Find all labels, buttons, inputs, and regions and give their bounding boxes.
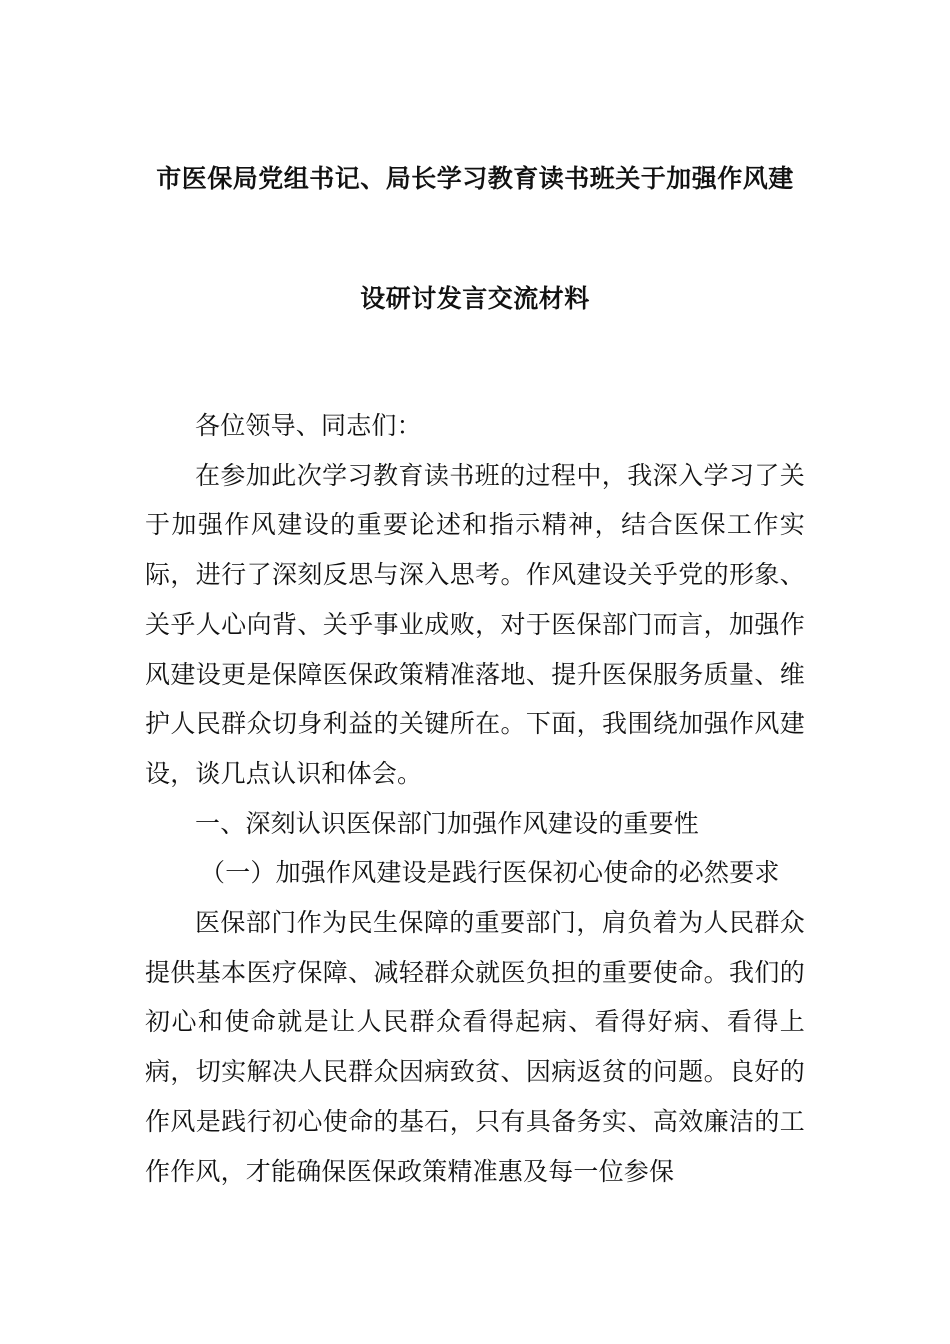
document-body	[145, 401, 805, 1196]
intro-paragraph: 在参加此次学习教育读书班的过程中，我深入学习了关于加强作风建设的重要论述和指示精神，结合医保工作实际，进行了深刻反思与深入思考。作风建设关乎党的形象、关乎人心向背、关乎事业成败，对于医保部门而言，加强作风建设更是保障医保政策精准落地、提升医保服务质量、维护人民群众切身利益的关键所在。下面，我围绕加强作风建设，谈几点认识和体会。	[145, 460, 805, 788]
section-heading: 一、深刻认识医保部门加强作风建设的重要性	[195, 808, 700, 838]
section-paragraph: 医保部门作为民生保障的重要部门，肩负着为人民群众提供基本医疗保障、减轻群众就医负担的重要使命。我们的初心和使命就是让人民群众看得起病、看得好病、看得上病，切实解决人民群众因病致贫、因病返贫的问题。良好的作风是践行初心使命的基石，只有具备务实、高效廉洁的工作作风，才能确保医保政策精准惠及每一位参保	[145, 908, 805, 1186]
document-title-line-1: 市医保局党组书记、局长学习教育读书班关于加强作风建	[156, 164, 794, 193]
salutation: 各位领导、同志们：	[195, 411, 422, 440]
sub-heading: （一）加强作风建设是践行医保初心使命的必然要求	[200, 858, 780, 888]
document-title-line-2: 设研讨发言交流材料	[360, 284, 590, 313]
